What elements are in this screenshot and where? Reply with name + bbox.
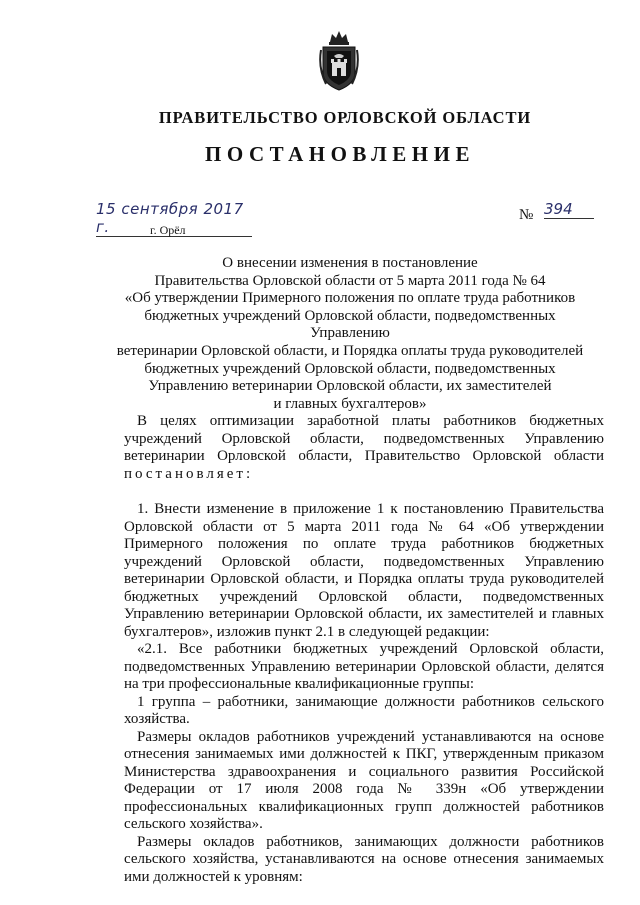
document-type: ПОСТАНОВЛЕНИЕ (205, 142, 475, 166)
handwritten-date: 15 сентября 2017 г. (96, 200, 252, 237)
title-line: бюджетных учреждений Орловской области, подведомственных Управлению (144, 307, 556, 342)
government-name: ПРАВИТЕЛЬСТВО ОРЛОВСКОЙ ОБЛАСТИ (158, 108, 532, 127)
number-label: № (519, 207, 534, 223)
document-title (110, 255, 590, 413)
paragraph-2-1: «2.1. Все работники бюджетных учреждений Орловской области, подведомственных Управлению ветеринарии Орловской области, делятся на три профессиональные квалификационные группы: (124, 641, 604, 692)
preamble-paragraph (124, 413, 604, 483)
handwritten-number: 394 (544, 200, 594, 219)
paragraph-group-1: 1 группа – работники, занимающие должности работников сельского хозяйства. (124, 693, 604, 727)
paragraph-1: 1. Внести изменение в приложение 1 к постановлению Правительства Орловской области от 5 марта 2011 года № 64 «Об утверждении Примерного положения по оплате труда работников бюджетных учреждений Орловской области, подведомственных Управлению ветеринарии Орловской области, и Порядка оплаты труда руководителей бюджетных учреждений Орловской области, подведомственных Управлению ветеринарии Орловской области, их заместителей и главных бухгалтеров», изложив пункт 2.1 в следующей редакции: (124, 501, 604, 640)
paragraph-salary-basis: Размеры окладов работников учреждений устанавливаются на основе отнесения занимаемых ими должностей к ПКГ, утвержденным приказом Министерства здравоохранения и социального развития Российской Федерации от 17 июля 2008 года № 339н «Об утверждении профессиональных квалификационных групп должностей работников сельского хозяйства». (124, 728, 604, 832)
title-line: Управлению ветеринарии Орловской области, их заместителей (148, 378, 552, 395)
city-label: г. Орёл (150, 223, 186, 237)
title-line: «Об утверждении Примерного положения по оплате труда работников (124, 290, 576, 307)
document-body (124, 413, 604, 886)
title-line: ветеринарии Орловской области, и Порядка оплаты труда руководителей (116, 342, 584, 359)
orel-region-coat-of-arms-icon (318, 28, 360, 94)
paragraph-salary-levels: Размеры окладов работников, занимающих должности работников сельского хозяйства, устанавливаются на основе отнесения занимаемых ими должностей к уровням: (124, 833, 604, 885)
title-line: Правительства Орловской области от 5 марта 2011 года № 64 (154, 272, 546, 289)
resolves-word: постановляет: (124, 465, 254, 482)
title-line: и главных бухгалтеров» (273, 395, 427, 412)
preamble-text: В целях оптимизации заработной платы работников бюджетных учреждений Орловской области, подведомственных Управлению ветеринарии Орловской области, Правительство Орловской области (124, 413, 604, 464)
title-line: О внесении изменения в постановление (222, 255, 478, 271)
title-line: бюджетных учреждений Орловской области, подведомственных (144, 360, 556, 377)
